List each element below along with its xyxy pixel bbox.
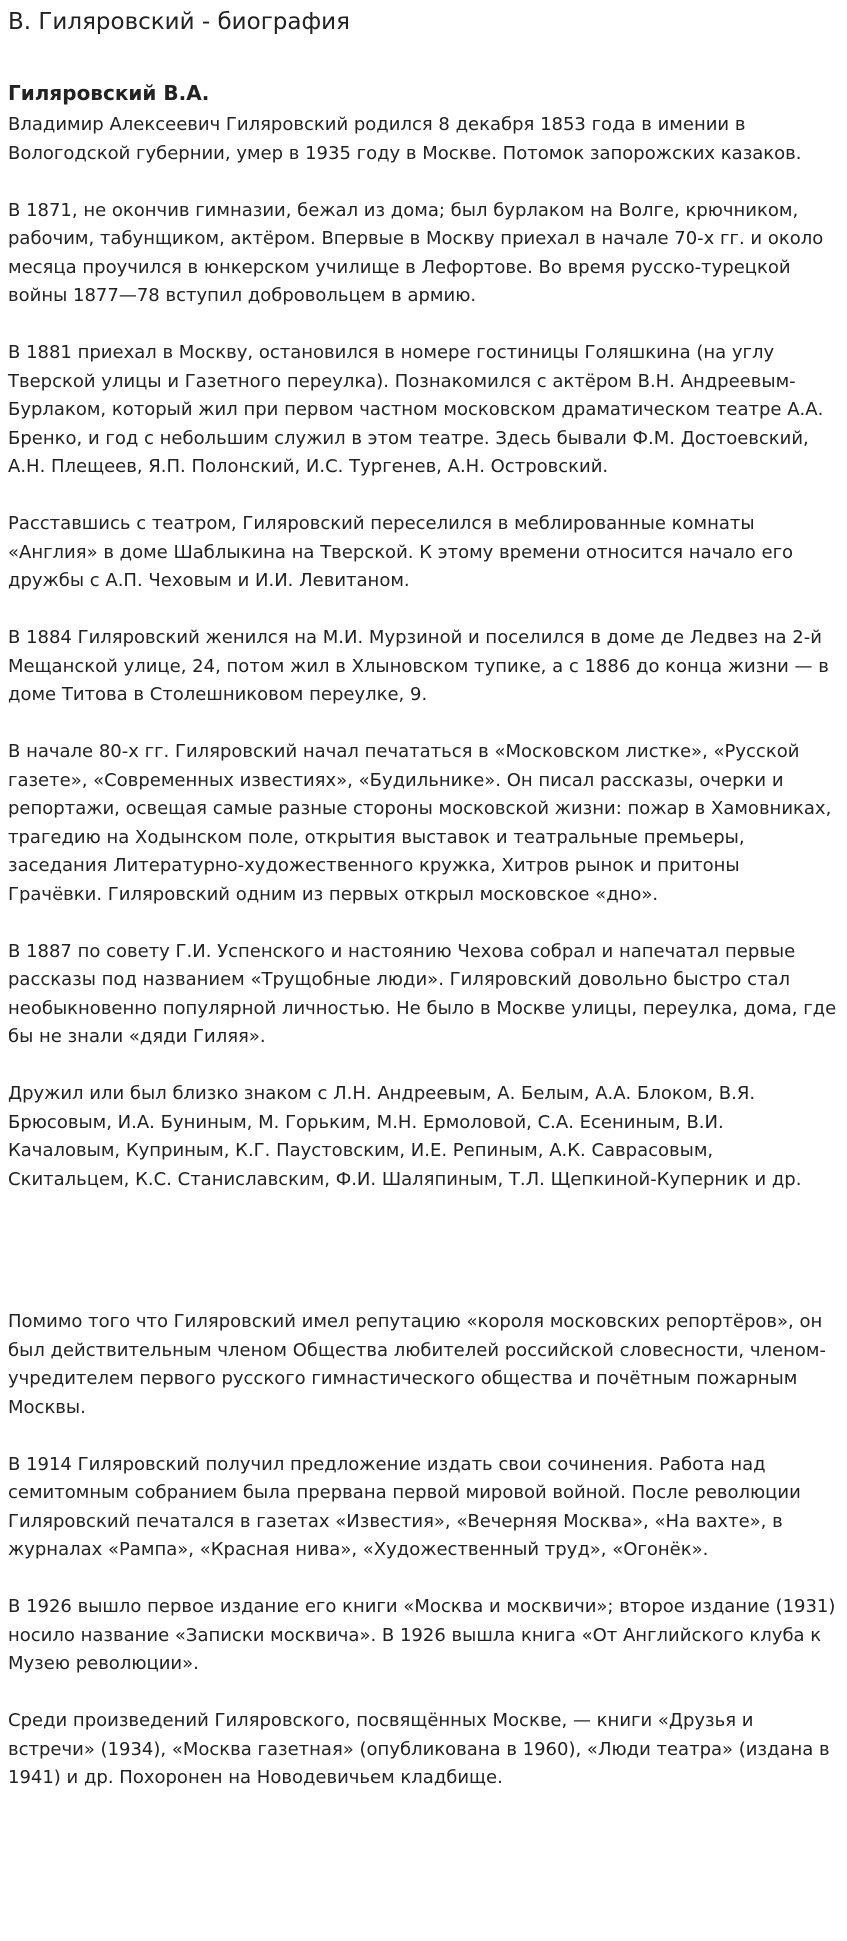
paragraph-reputation: Помимо того что Гиляровский имел репутацию «короля московских репортёров», он был действительным членом Общества любителей российской словесности, членом-учредителем первого русского гимнастического общества и почётным пожарным Москвы.: [8, 1311, 826, 1418]
paragraph-birth: Владимир Алексеевич Гиляровский родился 8 декабря 1853 года в имении в Вологодской губернии, умер в 1935 году в Москве. Потомок запорожских казаков.: [8, 114, 802, 164]
paragraph-moscow-book: В 1926 вышло первое издание его книги «Москва и москвичи»; второе издание (1931) носило название «Записки москвича». В 1926 вышла книга «От Английского клуба к Музею революции».: [8, 1596, 836, 1674]
paragraph-friends: Дружил или был близко знаком с Л.Н. Андреевым, А. Белым, А.А. Блоком, В.Я. Брюсовым, И.А. Буниным, М. Горьким, М.Н. Ермоловой, С.А. Есениным, В.И. Качаловым, Куприным, К.Г. Паустовским, И.Е. Репиным, А.К. Саврасовым, Скитальцем, К.С. Станиславским, Ф.И. Шаляпиным, Т.Л. Щепкиной-Куперник и др.: [8, 1083, 802, 1190]
paragraph-marriage: В 1884 Гиляровский женился на М.И. Мурзиной и поселился в доме де Ледвез на 2-й Мещанской улице, 24, потом жил в Хлыновском тупике, а с 1886 до конца жизни — в доме Титова в Столешниковом переулке, 9.: [8, 627, 829, 705]
paragraph-works-burial: Среди произведений Гиляровского, посвящённых Москве, — книги «Друзья и встречи» (1934), «Москва газетная» (опубликована в 1960), «Люди театра» (издана в 1941) и др. Похоронен на Новодевичьем кладбище.: [8, 1710, 830, 1788]
paragraph-moscow-arrival: В 1881 приехал в Москву, остановился в номере гостиницы Голяшкина (на углу Тверской улицы и Газетного переулка). Познакомился с актёром В.Н. Андреевым-Бурлаком, который жил при первом частном московском драматическом театре А.А. Бренко, и год с небольшим служил в этом театре. Здесь бывали Ф.М. Достоевский, А.Н. Плещеев, Я.П. Полонский, И.С. Тургенев, А.Н. Островский.: [8, 342, 824, 477]
page-title: В. Гиляровский - биография: [8, 9, 350, 35]
paragraph-journalism: В начале 80-х гг. Гиляровский начал печататься в «Московском листке», «Русской газете», «Современных известиях», «Будильнике». Он писал рассказы, очерки и репортажи, освещая самые разные стороны московской жизни: пожар в Хамовниках, трагедию на Ходынском поле, открытия выставок и театральные премьеры, заседания Литературно-художественного кружка, Хитров рынок и притоны Грачёвки. Гиляровский одним из первых открыл московское «дно».: [8, 741, 832, 905]
paragraph-after-theatre: Расставшись с театром, Гиляровский переселился в меблированные комнаты «Англия» в доме Шаблыкина на Тверской. К этому времени относится начало его дружбы с А.П. Чеховым и И.И. Левитаном.: [8, 513, 794, 591]
article-heading: Гиляровский В.А.: [8, 81, 210, 105]
paragraph-collected-works: В 1914 Гиляровский получил предложение издать свои сочинения. Работа над семитомным собранием была прервана первой мировой войной. После революции Гиляровский печатался в газетах «Известия», «Вечерняя Москва», «На вахте», в журналах «Рампа», «Красная нива», «Художественный труд», «Огонёк».: [8, 1453, 801, 1560]
article-body: [8, 111, 839, 1793]
paragraph-first-stories: В 1887 по совету Г.И. Успенского и настоянию Чехова собрал и напечатал первые рассказы под названием «Трущобные люди». Гиляровский довольно быстро стал необыкновенно популярной личностью. Не было в Москве улицы, переулка, дома, где бы не знали «дяди Гиляя».: [8, 940, 837, 1047]
paragraph-youth: В 1871, не окончив гимназии, бежал из дома; был бурлаком на Волге, крючником, рабочим, табунщиком, актёром. Впервые в Москву приехал в начале 70-х гг. и около месяца проучился в юнкерском училище в Лефортове. Во время русско-турецкой войны 1877—78 вступил добровольцем в армию.: [8, 199, 824, 306]
